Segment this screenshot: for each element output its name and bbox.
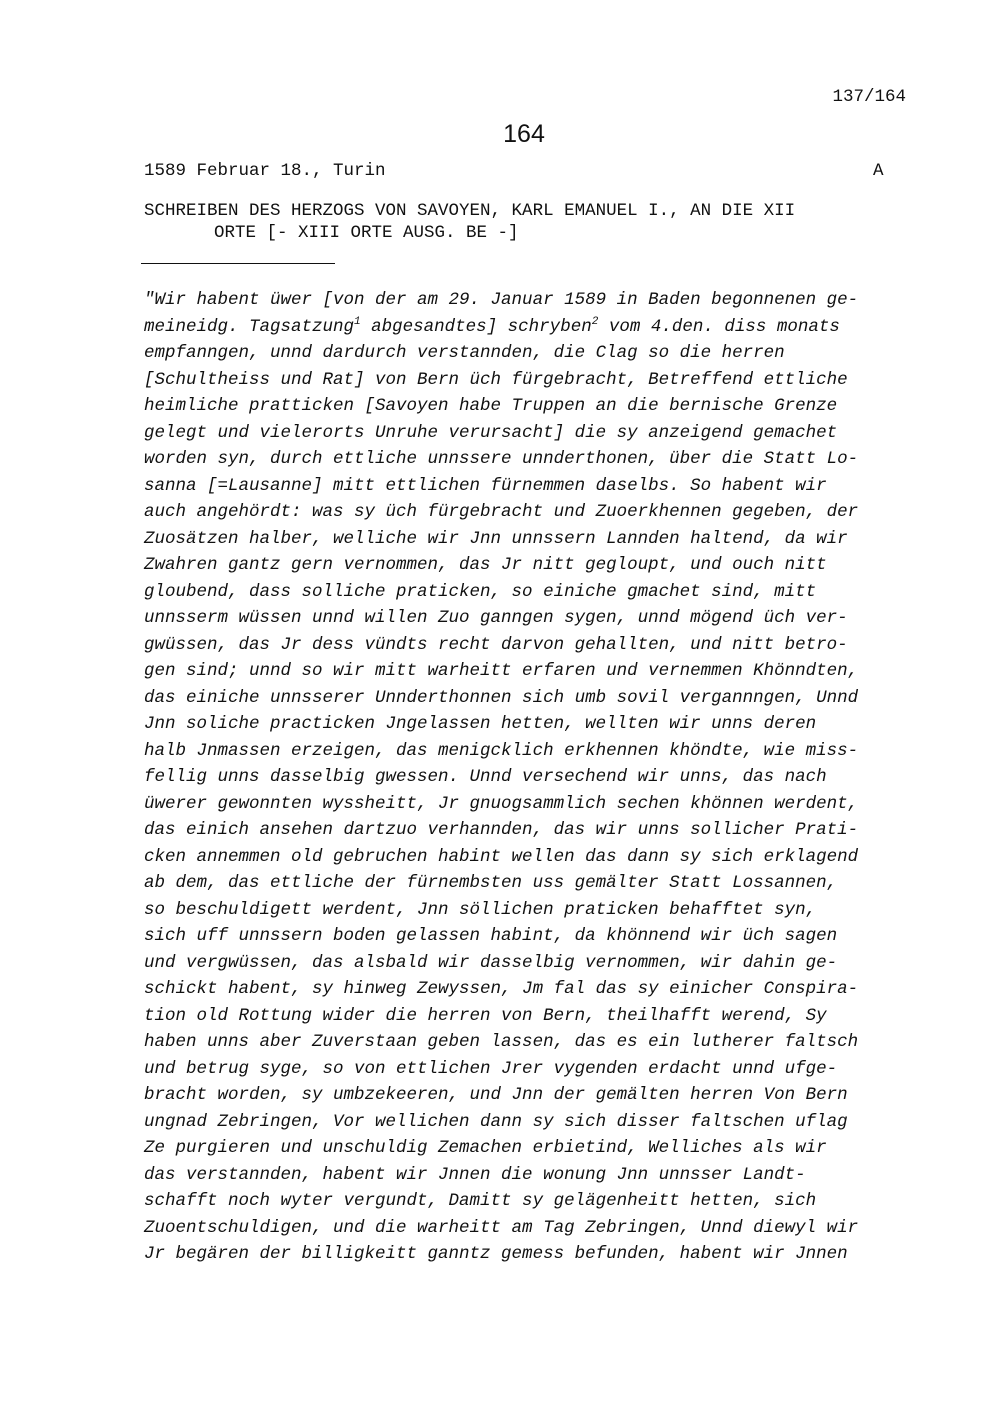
body-line: empfanngen, unnd dardurch verstannden, die Clag so die herren bbox=[144, 343, 785, 363]
body-line: Ze purgieren und unschuldig Zemachen erbietind, Welliches als wir bbox=[144, 1138, 827, 1158]
body-line: ab dem, das ettliche der fürnembsten uss gemälter Statt Lossannen, bbox=[144, 873, 838, 893]
body-line: "Wir habent üwer [von der am 29. Januar 1589 in Baden begonnenen ge- bbox=[144, 290, 859, 310]
body-line: Zuoentschuldigen, und die warheitt am Tag Zebringen, Unnd diewyl wir bbox=[144, 1217, 859, 1238]
body-line: [Schultheiss und Rat] von Bern üch fürgebracht, Betreffend ettliche bbox=[144, 369, 848, 390]
body-line: schafft noch wyter vergundt, Damitt sy gelägenheitt hetten, sich bbox=[144, 1191, 817, 1211]
document-heading bbox=[144, 200, 904, 244]
body-line-part: meineidg. Tagsatzung bbox=[144, 316, 355, 337]
body-line: gloubend, dass solliche praticken, so einiche gmachet sind, mitt bbox=[144, 581, 817, 602]
body-line bbox=[144, 314, 914, 341]
heading-line-2: ORTE [- XIII ORTE AUSG. BE -] bbox=[214, 223, 519, 243]
body-line: gelegt und vielerorts Unruhe verursacht] die sy anzeigend gemachet bbox=[144, 422, 838, 443]
body-line: bracht worden, sy umbzekeeren, und Jnn der gemälten herren Von Bern bbox=[144, 1085, 848, 1105]
body-line: tion old Rottung wider die herren von Bern, theilhafft werend, Sy bbox=[144, 1005, 827, 1026]
heading-line-1: SCHREIBEN DES HERZOGS VON SAVOYEN, KARL EMANUEL I., AN DIE XII bbox=[144, 201, 796, 221]
body-line: das verstannden, habent wir Jnnen die wonung Jnn unnsser Landt- bbox=[144, 1164, 806, 1185]
heading-divider bbox=[141, 263, 335, 264]
body-line: Jr begären der billigkeitt ganntz gemess befunden, habent wir Jnnen bbox=[144, 1244, 848, 1264]
page-reference: 137/164 bbox=[832, 87, 906, 107]
footnote-marker-1: 1 bbox=[354, 315, 361, 328]
body-line: unnsserm wüssen unnd willen Zuo ganngen sygen, unnd mögend üch ver- bbox=[144, 608, 848, 628]
body-line: Zwahren gantz gern vernommen, das Jr nitt gegloupt, und ouch nitt bbox=[144, 555, 827, 575]
body-line: cken annemmen old gebruchen habint wellen das dann sy sich erklagend bbox=[144, 846, 859, 867]
body-line: das einich ansehen dartzuo verhannden, das wir unns sollicher Prati- bbox=[144, 820, 859, 840]
body-line: Zuosätzen halber, welliche wir Jnn unnssern Lannden haltend, da wir bbox=[144, 528, 848, 549]
body-line: heimliche pratticken [Savoyen habe Truppen an die bernische Grenze bbox=[144, 396, 838, 416]
body-line: haben unns aber Zuverstaan geben lassen, das es ein lutherer faltsch bbox=[144, 1032, 859, 1052]
body-line: und betrug syge, so von ettlichen Jrer vygenden erdacht unnd ufge- bbox=[144, 1058, 838, 1079]
body-line: sich uff unnssern boden gelassen habint, da khönnend wir üch sagen bbox=[144, 926, 838, 946]
body-line: ungnad Zebringen, Vor wellichen dann sy sich disser faltschen uflag bbox=[144, 1111, 848, 1132]
body-line: üwerer gewonnten wyssheitt, Jr gnuogsammlich sechen khönnen werdent, bbox=[144, 793, 859, 814]
body-line-part: abgesandtes] schryben bbox=[360, 316, 592, 337]
body-line: halb Jnmassen erzeigen, das menigcklich erkhennen khöndte, wie miss- bbox=[144, 740, 859, 761]
body-line: fellig unns dasselbig gwessen. Unnd versechend wir unns, das nach bbox=[144, 767, 827, 787]
body-line: auch angehördt: was sy üch fürgebracht und Zuoerkhennen gegeben, der bbox=[144, 502, 859, 522]
body-line-part: vom 4.den. diss monats bbox=[598, 316, 840, 337]
version-marker: A bbox=[873, 161, 884, 181]
body-line: gwüssen, das Jr dess vündts recht darvon gehallten, und nitt betro- bbox=[144, 634, 848, 655]
body-line: Jnn soliche practicken Jngelassen hetten, wellten wir unns deren bbox=[144, 714, 817, 734]
body-line: gen sind; unnd so wir mitt warheitt erfaren und vernemmen Khönndten, bbox=[144, 661, 859, 681]
letter-body bbox=[144, 287, 914, 1268]
body-line: das einiche unnsserer Unnderthonnen sich umb sovil vergannngen, Unnd bbox=[144, 687, 859, 708]
body-line: so beschuldigett werdent, Jnn söllichen praticken behafftet syn, bbox=[144, 899, 817, 920]
document-number: 164 bbox=[503, 120, 545, 148]
body-line: worden syn, durch ettliche unnssere unnderthonen, über die Statt Lo- bbox=[144, 449, 859, 469]
body-line: schickt habent, sy hinweg Zewyssen, Jm fal das sy einicher Conspira- bbox=[144, 979, 859, 999]
date-place-line: 1589 Februar 18., Turin bbox=[144, 161, 386, 181]
body-line: und vergwüssen, das alsbald wir dasselbig vernommen, wir dahin ge- bbox=[144, 952, 838, 973]
body-line: sanna [=Lausanne] mitt ettlichen fürnemmen daselbs. So habent wir bbox=[144, 475, 827, 496]
footnote-marker-2: 2 bbox=[591, 315, 599, 328]
